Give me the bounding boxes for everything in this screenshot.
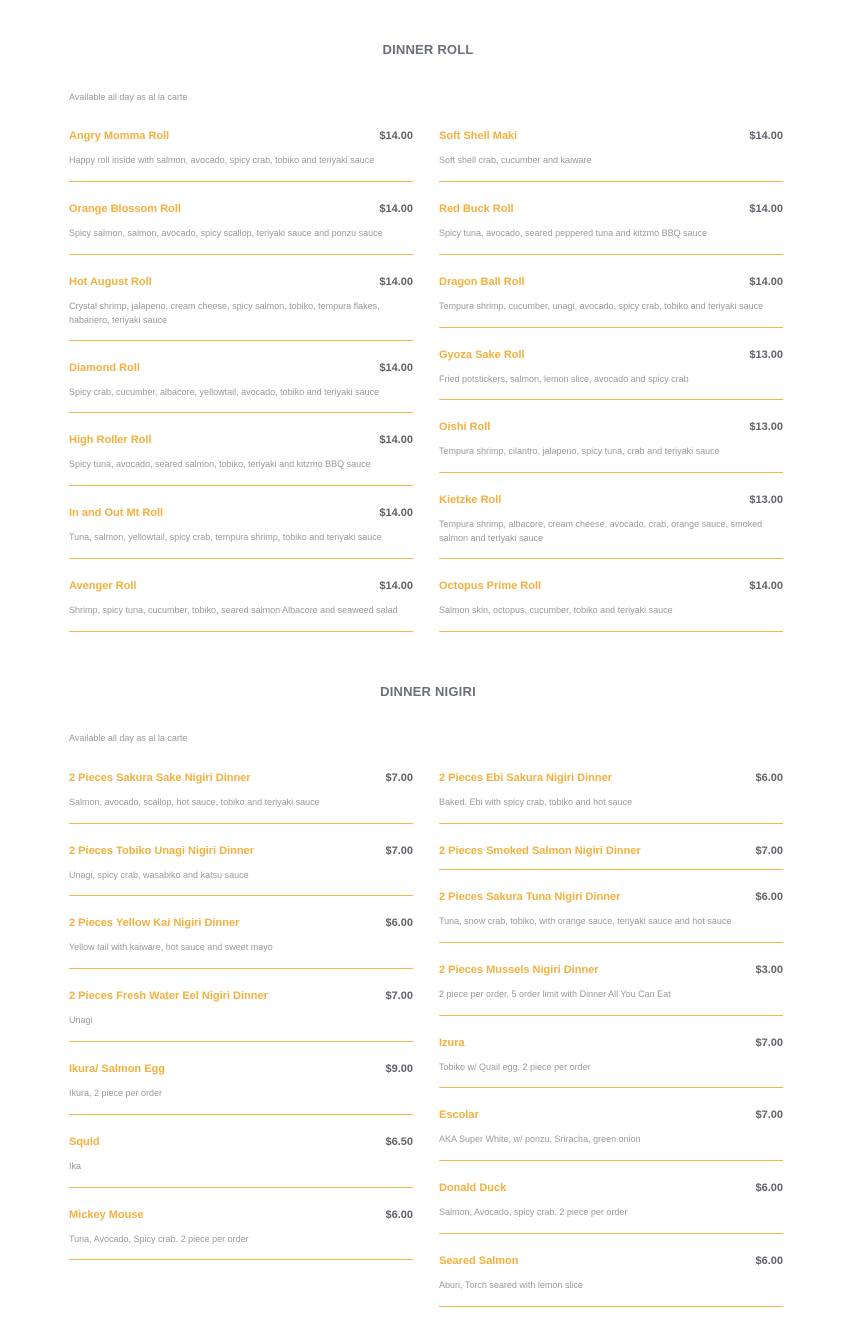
- item-price: $7.00: [755, 1037, 783, 1049]
- menu-item-oishi-roll[interactable]: [439, 420, 783, 473]
- item-price: $14.00: [379, 276, 413, 288]
- item-name: 2 Pieces Mussels Nigiri Dinner: [439, 964, 599, 976]
- item-description: Tuna, Avocado, Spicy crab. 2 piece per order: [69, 1234, 249, 1244]
- item-description: Shrimp, spicy tuna, cucumber, tobiko, seared salmon Albacore and seaweed salad: [69, 605, 398, 615]
- item-name: Izura: [439, 1037, 465, 1049]
- item-price: $6.50: [385, 1136, 413, 1148]
- item-price: $14.00: [379, 130, 413, 142]
- menu-item-mussels-nigiri[interactable]: [439, 963, 783, 1016]
- item-name: Octopus Prime Roll: [439, 580, 542, 592]
- menu-item-red-buck-roll[interactable]: [439, 202, 783, 255]
- item-description: Tempura shrimp, cilantro, jalapeno, spicy tuna, crab and teriyaki sauce: [439, 446, 720, 456]
- menu-item-izura[interactable]: [439, 1036, 783, 1088]
- item-price: $14.00: [749, 276, 783, 288]
- item-description: Salmon, avocado, scallop, hot sauce, tobiko and teriyaki sauce: [69, 797, 320, 807]
- item-price: $9.00: [385, 1063, 413, 1075]
- item-description: Ikura, 2 piece per order: [69, 1088, 163, 1098]
- item-description: Tempura shrimp, cucumber, unagi, avocado, spicy crab, tobiko and teriyaki sauce: [439, 301, 764, 311]
- item-description: Unagi: [69, 1015, 93, 1025]
- item-description: 2 piece per order, 5 order limit with Dinner All You Can Eat: [439, 989, 671, 999]
- menu-item-avenger-roll[interactable]: [69, 579, 413, 632]
- item-description: Baked. Ebi with spicy crab, tobiko and hot sauce: [439, 797, 633, 807]
- item-description: Unagi, spicy crab, wasabiko and katsu sauce: [69, 870, 249, 880]
- item-price: $6.00: [385, 1209, 413, 1221]
- item-price: $14.00: [379, 362, 413, 374]
- item-price: $6.00: [755, 772, 783, 784]
- item-name: Mickey Mouse: [69, 1209, 144, 1221]
- item-price: $13.00: [749, 494, 783, 506]
- item-price: $6.00: [385, 917, 413, 929]
- item-description: Aburi, Torch seared with lemon slice: [439, 1280, 583, 1290]
- item-price: $14.00: [749, 130, 783, 142]
- item-name: Oishi Roll: [439, 421, 491, 433]
- item-name: 2 Pieces Yellow Kai Nigiri Dinner: [69, 917, 240, 929]
- item-name: 2 Pieces Fresh Water Eel Nigiri Dinner: [69, 990, 268, 1002]
- item-description: Spicy tuna, avocado, seared salmon, tobiko, teriyaki and kitzmo BBQ sauce: [69, 459, 371, 469]
- menu-item-hot-august-roll[interactable]: [69, 275, 413, 341]
- item-description: Spicy salmon, salmon, avocado, spicy scallop, teriyaki sauce and ponzu sauce: [69, 228, 383, 238]
- item-name: Escolar: [439, 1109, 479, 1121]
- menu-item-smoked-salmon-nigiri[interactable]: [439, 844, 783, 870]
- section-note: Available all day as al la carte: [69, 92, 188, 102]
- item-price: $14.00: [379, 507, 413, 519]
- item-description: Salmon skin, octopus, cucumber, tobiko and teriyaki sauce: [439, 605, 673, 615]
- item-description: Tobiko w/ Quail egg, 2 piece per order: [439, 1062, 591, 1072]
- menu-item-mickey-mouse[interactable]: [69, 1208, 413, 1260]
- item-description: Tempura shrimp, albacore, cream cheese, avocado, crab, orange sauce, smoked salmon and teriyaki sauce: [439, 519, 763, 543]
- menu-item-ebi-sakura-nigiri[interactable]: [439, 771, 783, 824]
- item-price: $14.00: [749, 580, 783, 592]
- item-price: $13.00: [749, 349, 783, 361]
- item-name: Red Buck Roll: [439, 203, 514, 215]
- menu-item-ikura-salmon-egg[interactable]: [69, 1062, 413, 1115]
- item-description: Salmon, Avocado, spicy crab. 2 piece per order: [439, 1207, 628, 1217]
- menu-item-in-and-out-mt-roll[interactable]: [69, 506, 413, 559]
- item-price: $14.00: [379, 434, 413, 446]
- menu-item-sakura-sake-nigiri[interactable]: [69, 771, 413, 824]
- menu-item-tobiko-unagi-nigiri[interactable]: [69, 844, 413, 896]
- item-price: $6.00: [755, 1255, 783, 1267]
- item-name: In and Out Mt Roll: [69, 507, 164, 519]
- item-description: Spicy crab, cucumber, albacore, yellowtail, avocado, tobiko and teriyaki sauce: [69, 387, 380, 397]
- item-description: Soft shell crab, cucumber and kaiware: [439, 155, 592, 165]
- item-name: Kietzke Roll: [439, 494, 502, 506]
- menu-item-orange-blossom-roll[interactable]: [69, 202, 413, 255]
- item-price: $3.00: [755, 964, 783, 976]
- item-name: Ikura/ Salmon Egg: [69, 1063, 165, 1075]
- item-description: Tuna, snow crab, tobiko, with orange sauce, teriyaki sauce and hot sauce: [439, 916, 732, 926]
- item-name: Squid: [69, 1136, 100, 1148]
- item-price: $14.00: [749, 203, 783, 215]
- item-name: 2 Pieces Tobiko Unagi Nigiri Dinner: [69, 845, 255, 857]
- section-note: Available all day as al la carte: [69, 733, 188, 743]
- item-name: Dragon Ball Roll: [439, 276, 525, 288]
- menu-item-dragon-ball-roll[interactable]: [439, 275, 783, 328]
- item-name: Seared Salmon: [439, 1255, 519, 1267]
- menu-item-yellow-kai-nigiri[interactable]: [69, 916, 413, 969]
- item-description: Tuna, salmon, yellowtail, spicy crab, tempura shrimp, tobiko and teriyaki sauce: [69, 532, 382, 542]
- item-description: AKA Super White, w/ ponzu, Sriracha, green onion: [439, 1134, 641, 1144]
- section-title: DINNER NIGIRI: [380, 684, 476, 699]
- item-price: $6.00: [755, 1182, 783, 1194]
- item-price: $14.00: [379, 203, 413, 215]
- item-price: $7.00: [755, 845, 783, 857]
- item-price: $7.00: [755, 1109, 783, 1121]
- item-name: Gyoza Sake Roll: [439, 349, 525, 361]
- item-name: 2 Pieces Sakura Tuna Nigiri Dinner: [439, 891, 621, 903]
- menu-item-escolar[interactable]: [439, 1108, 783, 1161]
- menu-item-sakura-tuna-nigiri[interactable]: [439, 890, 783, 943]
- item-name: 2 Pieces Sakura Sake Nigiri Dinner: [69, 772, 251, 784]
- section-title: DINNER ROLL: [382, 42, 474, 57]
- menu-item-gyoza-sake-roll[interactable]: [439, 348, 783, 400]
- item-name: Orange Blossom Roll: [69, 203, 181, 215]
- menu-item-high-roller-roll[interactable]: [69, 433, 413, 486]
- item-name: Donald Duck: [439, 1182, 507, 1194]
- item-name: Avenger Roll: [69, 580, 137, 592]
- menu-item-seared-salmon[interactable]: [439, 1254, 783, 1307]
- item-description: Fried potstickers, salmon, lemon slice, avocado and spicy crab: [439, 374, 689, 384]
- item-name: Angry Momma Roll: [69, 130, 170, 142]
- menu-item-squid[interactable]: [69, 1135, 413, 1188]
- item-description: Crystal shrimp, jalapeno, cream cheese, spicy salmon, tobiko, tempura flakes, habanero, teriyaki sauce: [69, 301, 380, 325]
- item-price: $13.00: [749, 421, 783, 433]
- item-name: High Roller Roll: [69, 434, 152, 446]
- item-price: $14.00: [379, 580, 413, 592]
- item-price: $7.00: [385, 990, 413, 1002]
- item-name: 2 Pieces Smoked Salmon Nigiri Dinner: [439, 845, 641, 857]
- item-name: Hot August Roll: [69, 276, 152, 288]
- item-description: Ika: [69, 1161, 82, 1171]
- item-price: $7.00: [385, 845, 413, 857]
- menu-item-octopus-prime-roll[interactable]: [439, 579, 783, 632]
- menu-item-donald-duck[interactable]: [439, 1181, 783, 1234]
- item-description: Yellow tail with kaiware, hot sauce and sweet mayo: [69, 942, 273, 952]
- item-price: $6.00: [755, 891, 783, 903]
- menu-item-fresh-water-eel-nigiri[interactable]: [69, 989, 413, 1042]
- item-name: Diamond Roll: [69, 362, 140, 374]
- menu-item-soft-shell-maki[interactable]: [439, 129, 783, 182]
- item-description: Spicy tuna, avocado, seared peppered tuna and kitzmo BBQ sauce: [439, 228, 708, 238]
- menu-item-diamond-roll[interactable]: [69, 361, 413, 413]
- item-name: Soft Shell Maki: [439, 130, 518, 142]
- menu-item-angry-momma-roll[interactable]: [69, 129, 413, 182]
- item-name: 2 Pieces Ebi Sakura Nigiri Dinner: [439, 772, 613, 784]
- menu-item-kietzke-roll[interactable]: [439, 493, 783, 559]
- item-description: Happy roll inside with salmon, avocado, spicy crab, tobiko and teriyaki sauce: [69, 155, 375, 165]
- item-price: $7.00: [385, 772, 413, 784]
